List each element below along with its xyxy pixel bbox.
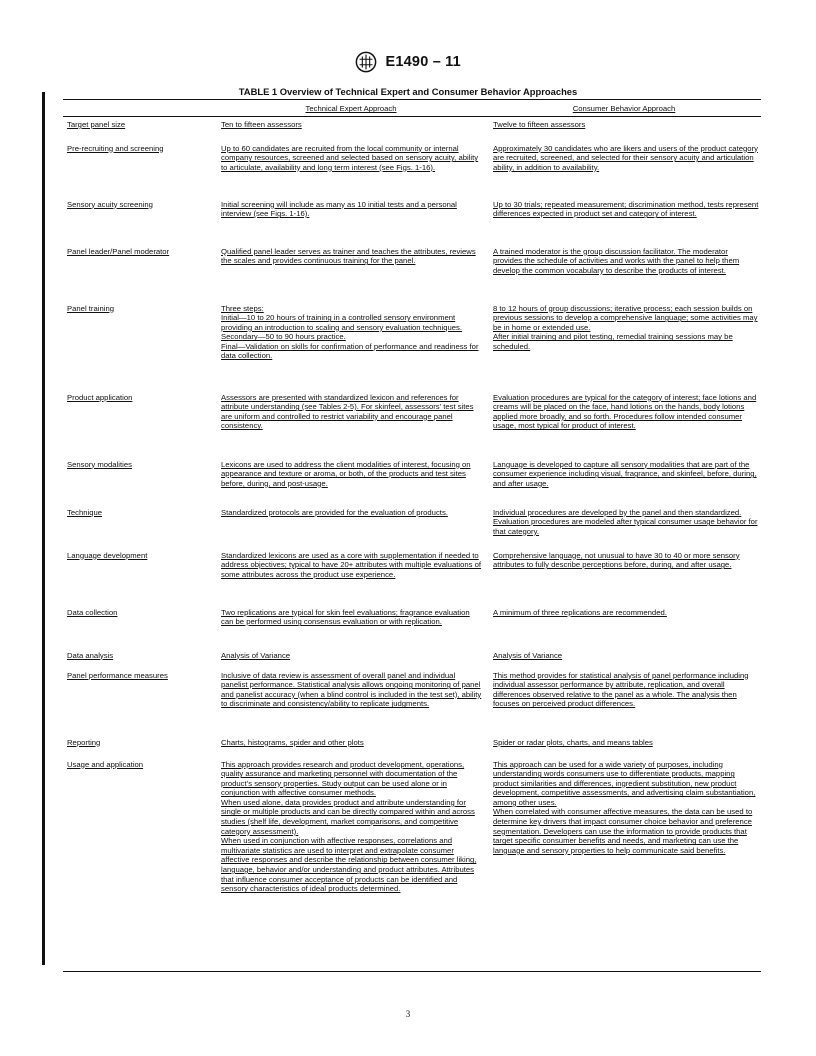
row-label: Usage and application xyxy=(67,759,144,769)
table-row xyxy=(63,301,761,390)
header-cell-empty xyxy=(63,100,215,117)
row-label: Panel leader/Panel moderator xyxy=(67,246,170,256)
table-header-row xyxy=(63,100,761,117)
consumer-behavior-cell: Individual procedures are developed by the panel and then standardized. Evaluation procedures are modeled after typical consumer usage behavior for that category. xyxy=(493,507,758,536)
row-label: Sensory acuity screening xyxy=(67,199,153,209)
table-row xyxy=(63,244,761,301)
table-row xyxy=(63,505,761,548)
row-label: Data collection xyxy=(67,607,118,617)
revision-bar xyxy=(42,92,45,965)
table-row xyxy=(63,648,761,668)
row-label: Panel performance measures xyxy=(67,670,168,680)
table-row xyxy=(63,668,761,735)
technical-expert-cell: Assessors are presented with standardized lexicon and references for attribute understanding (see Tables 2-5). For skinfeel, assessors’ test sites are uniform and controlled to restrict variability and encourage panel consistency. xyxy=(221,392,474,431)
consumer-behavior-cell: A minimum of three replications are recommended. xyxy=(493,607,667,617)
consumer-behavior-cell: 8 to 12 hours of group discussions; iterative process; each session builds on previous sessions to develop a comprehensive language; some activities may be in home or extended use. After initial training and pilot testing, remedial training sessions may be scheduled. xyxy=(493,303,758,351)
row-label: Target panel size xyxy=(67,120,126,129)
table-row xyxy=(63,735,761,757)
technical-expert-cell: Lexicons are used to address the client modalities of interest, focusing on appearance and texture or aroma, or both, of the products and test sites before, during, and post-usage. xyxy=(221,459,471,488)
technical-expert-cell: Analysis of Variance xyxy=(221,650,291,660)
technical-expert-cell: Qualified panel leader serves as trainer and teaches the attributes, reviews the scales and provides continuous training for the panel. xyxy=(221,246,476,266)
page-number: 3 xyxy=(405,1009,411,1019)
header-cell-technical-expert: Technical Expert Approach xyxy=(305,104,397,114)
header-cell-consumer-behavior: Consumer Behavior Approach xyxy=(572,104,676,114)
row-label: Reporting xyxy=(67,737,101,747)
table-row xyxy=(63,390,761,457)
consumer-behavior-cell: Language is developed to capture all sensory modalities that are part of the consumer experience including visual, fragrance, and skinfeel, before, during, and after usage. xyxy=(493,459,757,488)
consumer-behavior-cell: This method provides for statistical analysis of panel performance including individual assessor performance by attribute, replication, and overall differences observed relative to the panel as a whole. The analysis then focuses on perceived product differences. xyxy=(493,670,749,709)
technical-expert-cell: Inclusive of data review is assessment of overall panel and individual panelist performance. Statistical analysis allows ongoing monitoring of panel and panelist accuracy (when a blind control is included in the test set), ability to discriminate and consistency/ability to replicate judgments. xyxy=(221,670,482,709)
table-row xyxy=(63,605,761,648)
consumer-behavior-cell: Analysis of Variance xyxy=(493,650,563,660)
technical-expert-cell: Charts, histograms, spider and other plots xyxy=(221,737,364,747)
table-title: TABLE 1 Overview of Technical Expert and Consumer Behavior Approaches xyxy=(238,86,578,97)
consumer-behavior-cell: A trained moderator is the group discussion facilitator. The moderator provides the schedule of activities and works with the panel to help them develop the common vocabulary to describe the products of interest. xyxy=(493,246,740,275)
technical-expert-cell: Two replications are typical for skin feel evaluations; fragrance evaluation can be performed using consensus evaluation or with replication. xyxy=(221,607,470,627)
row-label: Sensory modalities xyxy=(67,459,132,469)
technical-expert-cell: Initial screening will include as many as 10 initial tests and a personal interview (see Figs. 1-16). xyxy=(221,199,457,219)
technical-expert-cell: Standardized lexicons are used as a core with supplementation if needed to address objectives; typical to have 20+ attributes with multiple evaluations of some attributes across the product use experience. xyxy=(221,550,482,579)
consumer-behavior-cell: Approximately 30 candidates who are likers and users of the product category are recruited, screened, and selected for their sensory acuity and articulation ability, in addition to availability. xyxy=(493,143,758,172)
row-label: Language development xyxy=(67,550,148,560)
document-header xyxy=(0,51,816,73)
row-label: Product application xyxy=(67,392,133,402)
consumer-behavior-cell: This approach can be used for a wide variety of purposes, including understanding words consumers use to differentiate products, mapping product similarities and differences, ingredient substitution, new product development, competitive assessments, and advertising claim substantiation, among other uses. When correlated with consumer affective measures, the data can be used to determine key drivers that impact consumer choice behavior and preference segmentation. Developers can use the information to provide products that target specific consumer benefits and needs, and marketing can use the language and sensory properties to help communicate said benefits. xyxy=(493,759,756,855)
row-label: Technique xyxy=(67,507,103,517)
technical-expert-cell: Ten to fifteen assessors xyxy=(221,120,302,129)
technical-expert-cell: Standardized protocols are provided for the evaluation of products. xyxy=(221,507,448,517)
technical-expert-cell: Up to 60 candidates are recruited from the local community or internal company resources, screened and selected based on sensory acuity, ability to articulate, availability and long term interest (see Figs. 1-16). xyxy=(221,143,479,172)
astm-logo-icon xyxy=(355,51,377,73)
consumer-behavior-cell: Evaluation procedures are typical for the category of interest; face lotions and creams will be placed on the face, hand lotions on the hands, body lotions applied more broadly, and so forth. Procedures follow intended consumer usage, most typical for product of interest. xyxy=(493,392,757,431)
table-row xyxy=(63,197,761,244)
table-row xyxy=(63,548,761,605)
technical-expert-cell: Three steps: Initial—10 to 20 hours of training in a controlled sensory environment providing an introduction to scaling and sensory evaluation techniques. Secondary—50 to 90 hours practice. Final—Validation on skills for confirmation of performance and readiness for data collection. xyxy=(221,303,479,361)
row-label: Data analysis xyxy=(67,650,114,660)
consumer-behavior-cell: Twelve to fifteen assessors xyxy=(493,120,586,129)
table-row xyxy=(63,757,761,972)
document-id: E1490 – 11 xyxy=(385,54,461,70)
consumer-behavior-cell: Up to 30 trials; repeated measurement; discrimination method, tests represent differences expected in product set and category of interest. xyxy=(493,199,759,219)
table-row xyxy=(63,457,761,505)
consumer-behavior-cell: Spider or radar plots, charts, and means tables xyxy=(493,737,653,747)
table-row xyxy=(63,117,761,141)
consumer-behavior-cell: Comprehensive language, not unusual to have 30 to 40 or more sensory attributes to fully describe perceptions before, during, and after usage. xyxy=(493,550,740,570)
table-row xyxy=(63,141,761,197)
overview-table xyxy=(63,99,761,972)
technical-expert-cell: This approach provides research and product development, operations, quality assurance and marketing personnel with documentation of the product’s sensory properties. Study output can be used alone or in conjunction with affective consumer methods. When used alone, data provides product and attribute understanding for single or multiple products and can be directly compared within and across studies (shelf life, development, market comparisons, and competitive category assessment). When used in conjunction with affective responses, correlations and multivariate statistics are used to interpret and extrapolate consumer affective responses and describe the relationship between consumer liking, language, behavior and/or understanding and product attributes. Attributes that influence consumer acceptance of products can be identified and sensory characteristics of ideal products determined. xyxy=(221,759,477,894)
row-label: Pre-recruiting and screening xyxy=(67,143,164,153)
row-label: Panel training xyxy=(67,303,115,313)
